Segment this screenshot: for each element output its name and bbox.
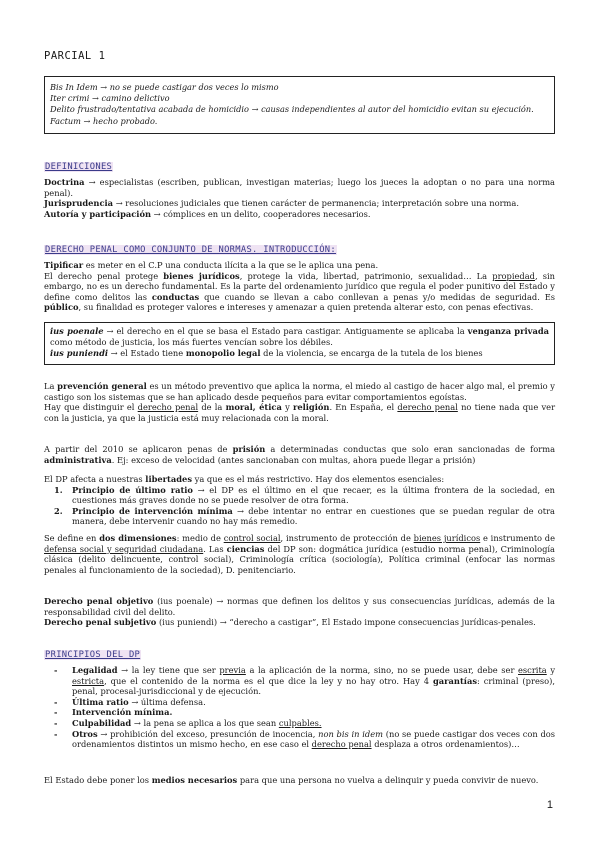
section-heading-principios: PRINCIPIOS DEL DP — [45, 650, 141, 660]
list-item: - Culpabilidad → la pena se aplica a los que sean culpables. — [54, 717, 322, 728]
definition-jurisprudencia: Jurisprudencia → resoluciones judiciales que tienen carácter de permanencia; interpretación sobre una norma. — [44, 198, 519, 209]
list-item: 2. Principio de intervención mínima → debe intentar no entrar en cuestiones que se puedan regular de otra manera, debe intervenir cuando no hay más remedio. — [54, 505, 555, 527]
list-item: - Última ratio → última defensa. — [54, 696, 206, 707]
page-number: 1 — [546, 799, 553, 811]
definition-autoria: Autoría y participación → cómplices en un delito, cooperadores necesarios. — [44, 208, 371, 219]
list-item: 1. Principio de último ratio → el DP es el último en el que recaer, es la última frontera de la sociedad, en cuestiones más graves donde no se puede resolver de otra forma. — [54, 484, 556, 506]
list-item: - Legalidad → la ley tiene que ser previa a la aplicación de la norma, sino, no se puede usar, debe ser escrita y estricta, que el contenido de la norma es el que dice la ley y no hay otro. Hay 4 garantías: criminal (preso), penal, procesal-jurisdiccional y de ejecución. — [54, 665, 556, 697]
section-heading-definiciones: DEFINICIONES — [45, 162, 113, 172]
definitions-block — [44, 177, 555, 219]
final-paragraph: El Estado debe poner los medios necesarios para que una persona no vuelva a delinquir y pueda convivir de nuevo. — [44, 775, 539, 785]
elementos-block: El DP afecta a nuestras libertades ya que es el más restrictivo. Hay dos elementos esenciales: 1. Principio de último ratio → el DP es el último en el que recaer, es la última frontera de la sociedad, en cuestiones más graves donde no se puede resolver de otra forma. 2. Principio de intervención mínima → debe intentar no entrar en cuestiones que se puedan regular de otra manera, debe intervenir cuando no hay más remedio. — [44, 474, 556, 527]
dimensiones-paragraph: Se define en dos dimensiones: medio de control social, instrumento de protección de bienes jurídicos e instrumento de defensa social y seguridad ciudadana. Las ciencias del DP son: dogmática jurídica (estudio norma penal), Criminología clásica (delito delincuente, control social), Criminología crítica (sociología), Política criminal (enfocar las normas penales al funcionamiento de la sociedad), D. penitenciario. — [44, 533, 556, 575]
list-item: - Otros → prohibición del exceso, presunción de inocencia, non bis in idem (no se puede castigar dos veces con dos ordenamientos distintos un mismo hecho, en ese caso el derecho penal desplaza a otros ordenamientos)… — [54, 728, 556, 750]
ius-puniendi-line: ius puniendi → el Estado tiene monopolio legal de la violencia, se encarga de la tutela de los bienes — [50, 348, 483, 358]
tipificar-line: Tipificar es meter en el C.P una conducta ilícita a la que se le aplica una pena. — [44, 260, 379, 270]
principios-list — [44, 665, 555, 750]
glossary-box — [44, 76, 555, 134]
ius-box — [44, 322, 555, 365]
prevencion-paragraph: La prevención general es un método preventivo que aplica la norma, el miedo al castigo de hacer algo mal, el premio y castigo son los sistemas que se han aplicado desde pequeños para evitar comportamientos egoístas. Hay que distinguir el derecho penal de la moral, ética y religión. En España, el derecho penal no tiene nada que ver con la justicia, ya que la justicia está muy relacionada con la moral. — [44, 381, 556, 423]
page-title: PARCIAL 1 — [44, 50, 106, 62]
glossary-line: Bis In Idem → no se puede castigar dos veces lo mismo — [50, 82, 279, 92]
glossary-line: Factum → hecho probado. — [50, 115, 158, 126]
section-heading-derecho-penal: DERECHO PENAL COMO CONJUNTO DE NORMAS. INTRODUCCIÓN: — [45, 245, 337, 255]
list-item: - Intervención mínima. — [54, 707, 173, 718]
glossary-line: Iter crimi → camino delictivo — [50, 93, 170, 104]
glossary-line: Delito frustrado/tentativa acabada de homicidio → causas independientes al autor del homicidio evitan su ejecución. — [50, 104, 534, 115]
ius-poenale-line: ius poenale → el derecho en el que se basa el Estado para castigar. Antiguamente se aplicaba la venganza privada como método de justicia, los más fuertes vencían sobre los débiles. — [50, 326, 550, 347]
definition-doctrina: Doctrina → especialistas (escriben, publican, investigan materias; luego los jueces la adoptan o no para una norma penal). — [44, 177, 556, 198]
prision-paragraph: A partir del 2010 se aplicaron penas de prisión a determinadas conductas que solo eran sancionadas de forma administrativa. Ej: exceso de velocidad (antes sancionaban con multas, ahora puede llegar a prisión) — [44, 444, 556, 465]
objetivo-subjetivo-block: Derecho penal objetivo (ius poenale) → normas que definen los delitos y sus consecuencias jurídicas, además de la responsabilidad civil del delito. Derecho penal subjetivo (ius puniendi) → “derecho a castigar”, El Estado impone consecuencias jurídicas-penales. — [44, 596, 555, 628]
derecho-penal-paragraph: El derecho penal protege bienes jurídicos, protege la vida, libertad, patrimonio, sexualidad… La propiedad, sin embargo, no es un derecho fundamental. Es la parte del ordenamiento jurídico que regula el poder punitivo del Estado y define como delitos las conductas que cuando se llevan a cabo conllevan a penas y/o medidas de seguridad. Es público, su finalidad es proteger valores e intereses y amenazar a quien pretenda alterar esto, con penas efectivas. — [44, 270, 556, 313]
derecho-penal-intro — [44, 260, 555, 313]
